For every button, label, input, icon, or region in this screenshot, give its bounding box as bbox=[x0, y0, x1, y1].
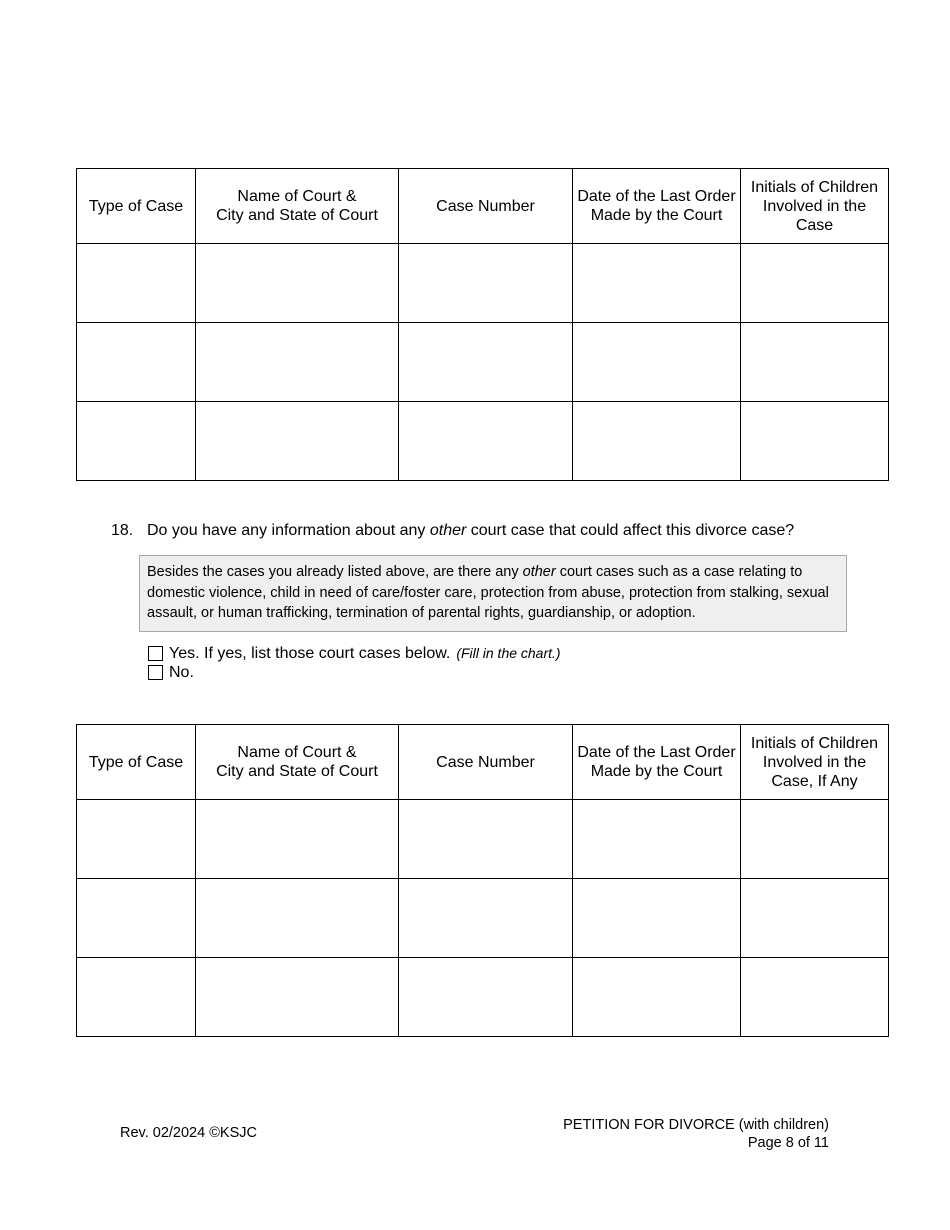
footer-form-info bbox=[563, 1116, 829, 1152]
cell-children-initials[interactable] bbox=[741, 958, 889, 1037]
header-last-order-date: Date of the Last Order Made by the Court bbox=[573, 169, 741, 244]
cell-court-name[interactable] bbox=[196, 402, 399, 481]
cell-last-order-date[interactable] bbox=[573, 402, 741, 481]
cell-court-name[interactable] bbox=[196, 323, 399, 402]
yes-option[interactable] bbox=[148, 644, 561, 663]
table-row bbox=[77, 323, 889, 402]
cell-type-of-case[interactable] bbox=[77, 323, 196, 402]
question-text-start: Do you have any information about any bbox=[147, 522, 430, 539]
cell-type-of-case[interactable] bbox=[77, 402, 196, 481]
info-text-start: Besides the cases you already listed above, are there any bbox=[147, 564, 523, 580]
footer-page-number: Page 8 of 11 bbox=[747, 1135, 829, 1151]
cell-case-number[interactable] bbox=[399, 958, 573, 1037]
cell-case-number[interactable] bbox=[399, 402, 573, 481]
header-type-of-case: Type of Case bbox=[77, 169, 196, 244]
table-header-row bbox=[77, 725, 889, 800]
cell-court-name[interactable] bbox=[196, 958, 399, 1037]
info-box bbox=[139, 555, 847, 632]
header-court-name: Name of Court & City and State of Court bbox=[196, 169, 399, 244]
header-case-number: Case Number bbox=[399, 169, 573, 244]
table-header-row bbox=[77, 169, 889, 244]
cell-type-of-case[interactable] bbox=[77, 879, 196, 958]
header-case-number: Case Number bbox=[399, 725, 573, 800]
info-text-end: court cases such as a case relating to domestic violence, child in need of care/foster care, protection from abuse, protection from stalking, sexual assault, or human trafficking, termination of parental rights, guardianship, or adoption. bbox=[147, 564, 829, 621]
cell-type-of-case[interactable] bbox=[77, 800, 196, 879]
cell-last-order-date[interactable] bbox=[573, 958, 741, 1037]
question-text-emphasis: other bbox=[429, 522, 467, 539]
cell-last-order-date[interactable] bbox=[573, 800, 741, 879]
header-children-initials: Initials of Children Involved in the Case bbox=[741, 169, 889, 244]
cell-case-number[interactable] bbox=[399, 323, 573, 402]
yes-note: (Fill in the chart.) bbox=[456, 645, 561, 661]
cell-children-initials[interactable] bbox=[741, 800, 889, 879]
header-children-initials: Initials of Children Involved in the Case, If Any bbox=[741, 725, 889, 800]
header-court-name: Name of Court & City and State of Court bbox=[196, 725, 399, 800]
footer-revision: Rev. 02/2024 ©KSJC bbox=[120, 1125, 257, 1141]
no-label: No. bbox=[169, 664, 194, 681]
yes-checkbox[interactable] bbox=[148, 646, 163, 661]
question-text-end: court case that could affect this divorce case? bbox=[466, 522, 795, 539]
cell-children-initials[interactable] bbox=[741, 323, 889, 402]
no-option[interactable] bbox=[148, 663, 194, 682]
footer-form-title: PETITION FOR DIVORCE (with children) bbox=[563, 1117, 829, 1133]
cell-children-initials[interactable] bbox=[741, 879, 889, 958]
cell-court-name[interactable] bbox=[196, 879, 399, 958]
question-18 bbox=[111, 521, 794, 541]
cell-children-initials[interactable] bbox=[741, 244, 889, 323]
table-row bbox=[77, 402, 889, 481]
yes-label: Yes. If yes, list those court cases below. bbox=[169, 645, 451, 662]
other-court-cases-table bbox=[76, 724, 889, 1037]
cell-case-number[interactable] bbox=[399, 800, 573, 879]
question-number: 18. bbox=[111, 522, 134, 539]
cell-type-of-case[interactable] bbox=[77, 958, 196, 1037]
cell-court-name[interactable] bbox=[196, 244, 399, 323]
header-last-order-date: Date of the Last Order Made by the Court bbox=[573, 725, 741, 800]
info-text-emphasis: other bbox=[522, 564, 556, 580]
table-row bbox=[77, 244, 889, 323]
table-row bbox=[77, 958, 889, 1037]
cell-type-of-case[interactable] bbox=[77, 244, 196, 323]
header-type-of-case: Type of Case bbox=[77, 725, 196, 800]
table-row bbox=[77, 879, 889, 958]
cell-case-number[interactable] bbox=[399, 244, 573, 323]
cell-court-name[interactable] bbox=[196, 800, 399, 879]
no-checkbox[interactable] bbox=[148, 665, 163, 680]
table-row bbox=[77, 800, 889, 879]
cell-case-number[interactable] bbox=[399, 879, 573, 958]
cell-last-order-date[interactable] bbox=[573, 244, 741, 323]
court-cases-table bbox=[76, 168, 889, 481]
cell-children-initials[interactable] bbox=[741, 402, 889, 481]
cell-last-order-date[interactable] bbox=[573, 323, 741, 402]
cell-last-order-date[interactable] bbox=[573, 879, 741, 958]
